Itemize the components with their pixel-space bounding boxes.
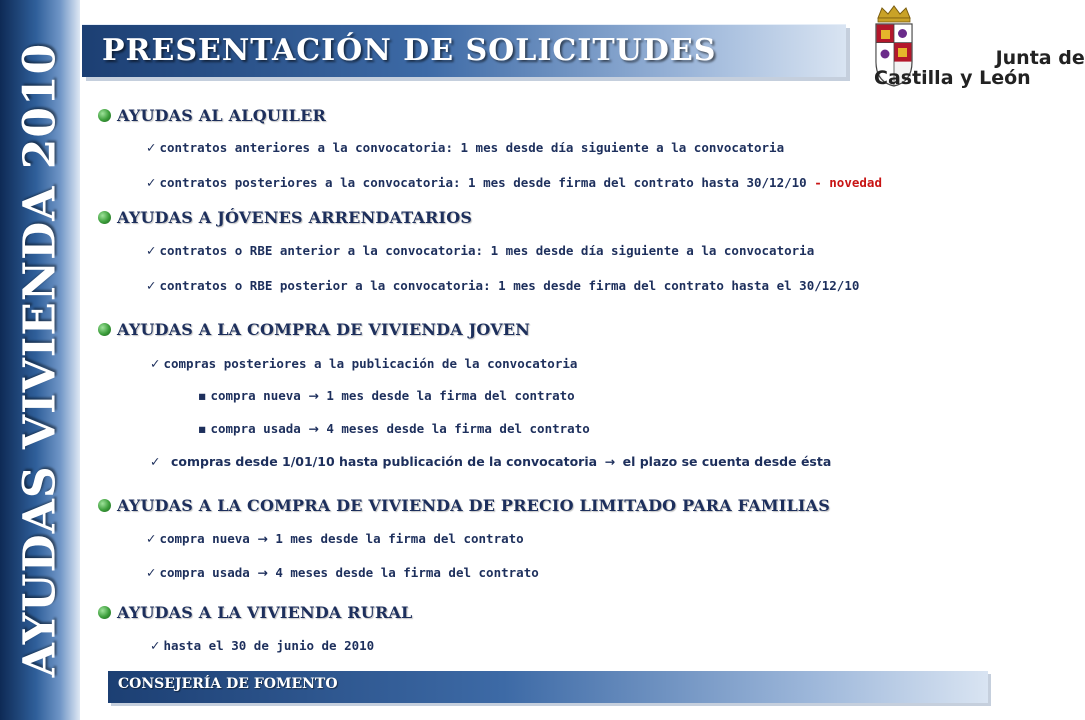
title-bar — [82, 24, 846, 77]
bullet-icon — [98, 606, 111, 619]
side-title: AYUDAS VIVIENDA 2010 — [14, 42, 66, 678]
bullet-icon — [98, 499, 111, 512]
check-icon: ✓ — [146, 565, 157, 580]
novedad-label: - novedad — [814, 175, 882, 190]
footer-bar — [108, 671, 988, 703]
section-heading-jovenes-arrendatarios: AYUDAS A JÓVENES ARRENDATARIOS — [98, 208, 472, 228]
check-icon: ✓ — [150, 356, 161, 371]
side-band — [0, 0, 80, 720]
list-item: ✓ hasta el 30 de junio de 2010 — [150, 638, 375, 653]
arrow-right-icon: → — [604, 454, 616, 469]
page-title: PRESENTACIÓN DE SOLICITUDES — [102, 33, 717, 68]
list-item: ✓ contratos o RBE posterior a la convocatoria: 1 mes desde firma del contrato hasta el 30/12/10 — [146, 278, 860, 293]
logo-line-1: Junta de — [995, 47, 1085, 69]
arrow-right-icon: → — [308, 388, 319, 403]
list-item: ▪ compra usada → 4 meses desde la firma del contrato — [198, 421, 590, 436]
list-item: ✓ compras desde 1/01/10 hasta publicación de la convocatoria → el plazo se cuenta desde ésta — [150, 454, 832, 469]
check-icon: ✓ — [150, 638, 161, 653]
check-icon: ✓ — [146, 243, 157, 258]
list-item: ✓ compra nueva → 1 mes desde la firma del contrato — [146, 531, 524, 546]
bullet-icon — [98, 323, 111, 336]
list-item: ✓ contratos anteriores a la convocatoria: 1 mes desde día siguiente a la convocatoria — [146, 140, 785, 155]
check-icon: ✓ — [146, 140, 157, 155]
bullet-icon — [98, 211, 111, 224]
check-icon: ✓ — [146, 531, 157, 546]
check-icon: ✓ — [146, 278, 157, 293]
check-icon: ✓ — [150, 454, 161, 469]
section-heading-vivienda-rural: AYUDAS A LA VIVIENDA RURAL — [98, 603, 413, 623]
list-item: ✓ compras posteriores a la publicación de la convocatoria — [150, 356, 578, 371]
bullet-icon — [98, 109, 111, 122]
square-bullet-icon: ▪ — [198, 421, 207, 436]
list-item: ▪ compra nueva → 1 mes desde la firma del contrato — [198, 388, 575, 403]
list-item: ✓ contratos o RBE anterior a la convocatoria: 1 mes desde día siguiente a la convocatoria — [146, 243, 815, 258]
footer-text: CONSEJERÍA DE FOMENTO — [118, 676, 338, 692]
arrow-right-icon: → — [308, 421, 319, 436]
section-heading-vivienda-joven: AYUDAS A LA COMPRA DE VIVIENDA JOVEN — [98, 320, 530, 340]
check-icon: ✓ — [146, 175, 157, 190]
section-heading-alquiler: AYUDAS AL ALQUILER — [98, 106, 326, 126]
section-heading-precio-limitado: AYUDAS A LA COMPRA DE VIVIENDA DE PRECIO LIMITADO PARA FAMILIAS — [98, 496, 830, 516]
arrow-right-icon: → — [257, 531, 268, 546]
arrow-right-icon: → — [257, 565, 268, 580]
logo-line-2: Castilla y León — [874, 67, 1031, 89]
logo-text — [874, 47, 1085, 89]
list-item: ✓ compra usada → 4 meses desde la firma del contrato — [146, 565, 539, 580]
junta-logo — [868, 4, 1085, 90]
list-item: ✓ contratos posteriores a la convocatoria: 1 mes desde firma del contrato hasta 30/12/10 - novedad — [146, 175, 882, 190]
square-bullet-icon: ▪ — [198, 388, 207, 403]
